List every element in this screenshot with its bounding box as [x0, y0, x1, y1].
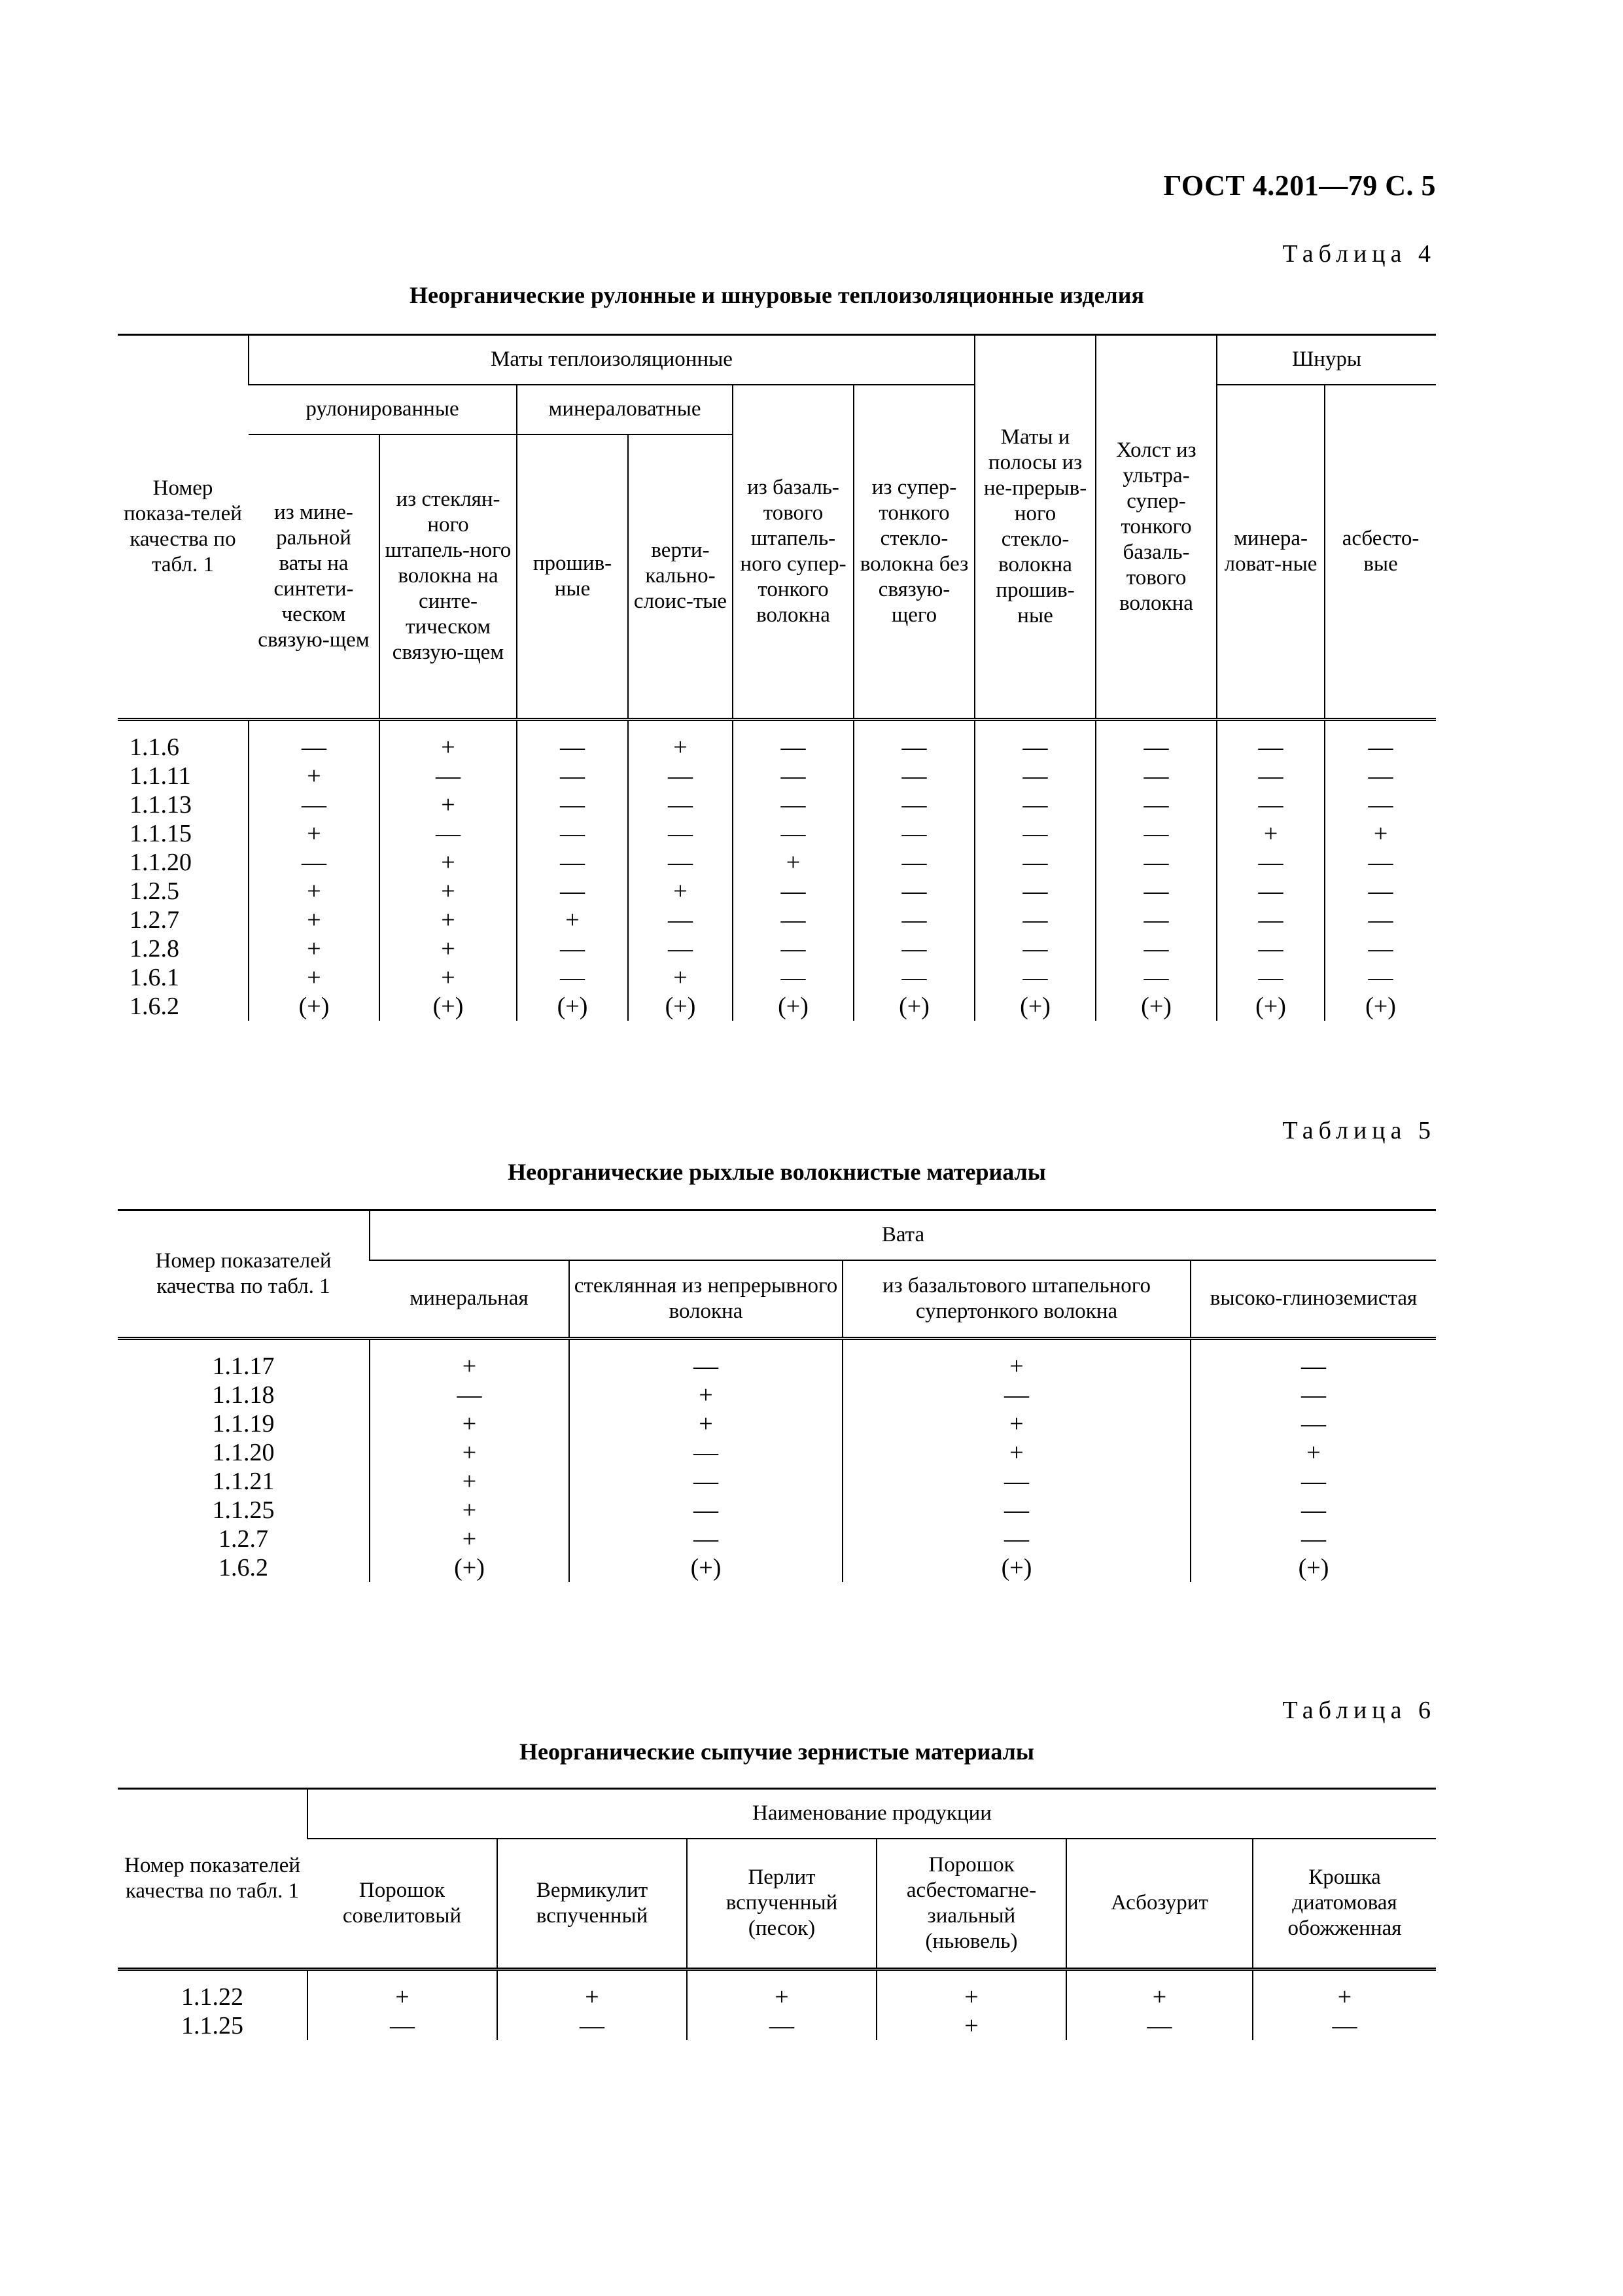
table-row [118, 1496, 1436, 1525]
cell: — [307, 2011, 497, 2040]
table4-col1-header: из мине-ральной ваты на синтети-ческом связую-щем [249, 434, 379, 720]
cell: + [733, 848, 854, 877]
row-id: 1.1.19 [212, 1410, 275, 1438]
cell: — [1191, 1409, 1436, 1438]
table-row [118, 1381, 1436, 1409]
cell: — [854, 934, 975, 963]
cell: — [1191, 1339, 1436, 1381]
table4-col2-header: из стеклян-ного штапель-ного волокна на синте-тическом связую-щем [379, 434, 517, 720]
cell: — [517, 762, 628, 790]
table6-col6-header: Крошка диатомовая обожженная [1253, 1839, 1436, 1969]
cell: — [1096, 877, 1217, 906]
table4-col9-header: минера-ловат-ные [1217, 385, 1325, 720]
cell: — [733, 963, 854, 992]
cell: — [379, 762, 517, 790]
cell: + [307, 1969, 497, 2012]
cell: (+) [854, 992, 975, 1021]
cell: — [1096, 819, 1217, 848]
cell: + [370, 1438, 569, 1467]
cell: — [975, 848, 1096, 877]
cell: (+) [1325, 992, 1436, 1021]
table4-group-mats: Маты теплоизоляционные [249, 335, 975, 385]
row-id: 1.6.1 [130, 964, 179, 991]
table-row [118, 720, 1436, 762]
cell: + [843, 1438, 1191, 1467]
cell: (+) [379, 992, 517, 1021]
cell: + [249, 762, 379, 790]
cell: — [249, 790, 379, 819]
cell: — [249, 848, 379, 877]
cell: — [517, 848, 628, 877]
row-id: 1.1.13 [130, 791, 192, 819]
table-row [118, 877, 1436, 906]
cell: + [370, 1339, 569, 1381]
cell: — [1325, 877, 1436, 906]
cell: — [733, 790, 854, 819]
cell: + [249, 963, 379, 992]
cell: — [1096, 762, 1217, 790]
cell: — [379, 819, 517, 848]
cell: — [569, 1496, 843, 1525]
row-id: 1.1.20 [130, 849, 192, 876]
cell: — [1325, 762, 1436, 790]
cell: — [569, 1438, 843, 1467]
cell: — [517, 819, 628, 848]
row-id: 1.1.15 [130, 820, 192, 847]
cell: (+) [628, 992, 733, 1021]
cell: — [1217, 848, 1325, 877]
cell: (+) [843, 1553, 1191, 1582]
cell: (+) [975, 992, 1096, 1021]
cell: + [379, 963, 517, 992]
cell: — [1191, 1467, 1436, 1496]
cell: — [370, 1381, 569, 1409]
cell: — [854, 762, 975, 790]
cell: + [843, 1409, 1191, 1438]
row-id: 1.1.18 [212, 1381, 275, 1409]
cell: — [854, 848, 975, 877]
cell: — [1325, 720, 1436, 762]
cell: (+) [569, 1553, 843, 1582]
cell: (+) [733, 992, 854, 1021]
cell: — [1325, 963, 1436, 992]
table6-group: Наименование продукции [307, 1789, 1436, 1839]
cell: + [569, 1409, 843, 1438]
page-header: ГОСТ 4.201—79 С. 5 [1163, 169, 1436, 202]
cell: — [497, 2011, 687, 2040]
cell: — [517, 790, 628, 819]
cell: — [517, 720, 628, 762]
cell: + [569, 1381, 843, 1409]
cell: + [379, 906, 517, 934]
cell: — [1191, 1525, 1436, 1553]
table6-col4-header: Порошок асбестомагне-зиальный (ньювель) [877, 1839, 1066, 1969]
cell: — [843, 1525, 1191, 1553]
cell: — [517, 877, 628, 906]
cell: — [628, 790, 733, 819]
cell: — [975, 963, 1096, 992]
cell: — [975, 819, 1096, 848]
table-row [118, 1969, 1436, 2012]
cell: — [1217, 934, 1325, 963]
row-id: 1.1.25 [181, 2012, 243, 2040]
row-id: 1.1.11 [130, 762, 191, 790]
cell: — [1325, 848, 1436, 877]
table4 [118, 334, 1436, 1021]
table5-group: Вата [370, 1210, 1436, 1260]
table4-title: Неорганические рулонные и шнуровые теплоизоляционные изделия [410, 282, 1144, 308]
table-row [118, 819, 1436, 848]
cell: + [628, 720, 733, 762]
table4-col7-header: Маты и полосы из не-прерыв-ного стекло-волокна прошив-ные [975, 335, 1096, 720]
table4-col3-header: прошив-ные [517, 434, 628, 720]
cell: — [975, 877, 1096, 906]
table4-col4-header: верти-кально-слоис-тые [628, 434, 733, 720]
cell: + [1066, 1969, 1253, 2012]
cell: — [517, 963, 628, 992]
cell: — [1096, 790, 1217, 819]
cell: — [1096, 934, 1217, 963]
table4-row-header: Номер показа-телей качества по табл. 1 [118, 335, 249, 720]
cell: — [1096, 848, 1217, 877]
cell: — [733, 877, 854, 906]
row-id: 1.1.6 [130, 733, 179, 761]
cell: (+) [370, 1553, 569, 1582]
cell: — [854, 819, 975, 848]
table4-col6-header: из супер-тонкого стекло-волокна без связую-щего [854, 385, 975, 720]
table5 [118, 1209, 1436, 1582]
cell: (+) [517, 992, 628, 1021]
cell: — [733, 819, 854, 848]
table-row [118, 906, 1436, 934]
table5-label: Таблица 5 [1282, 1117, 1436, 1144]
table-row [118, 2011, 1436, 2040]
table6 [118, 1788, 1436, 2040]
table-row [118, 1409, 1436, 1438]
table-row [118, 963, 1436, 992]
cell: — [569, 1525, 843, 1553]
table-row [118, 1553, 1436, 1582]
table4-col10-header: асбесто-вые [1325, 385, 1436, 720]
cell: + [877, 2011, 1066, 2040]
cell: — [628, 819, 733, 848]
table6-label: Таблица 6 [1282, 1697, 1436, 1724]
cell: — [628, 848, 733, 877]
cell: — [1191, 1496, 1436, 1525]
row-id: 1.1.20 [212, 1439, 275, 1466]
cell: — [628, 934, 733, 963]
cell: — [854, 906, 975, 934]
cell: + [628, 963, 733, 992]
table6-col5-header: Асбозурит [1066, 1839, 1253, 1969]
table4-group-cords: Шнуры [1217, 335, 1436, 385]
cell: — [1325, 906, 1436, 934]
cell: + [877, 1969, 1066, 2012]
cell: + [379, 790, 517, 819]
table4-col5-header: из базаль-тового штапель-ного супер-тонкого волокна [733, 385, 854, 720]
table6-col1-header: Порошок совелитовый [307, 1839, 497, 1969]
cell: + [1191, 1438, 1436, 1467]
table-row [118, 790, 1436, 819]
table6-col3-header: Перлит вспученный (песок) [687, 1839, 877, 1969]
table-row [118, 992, 1436, 1021]
cell: — [1217, 762, 1325, 790]
cell: + [843, 1339, 1191, 1381]
table-row [118, 762, 1436, 790]
row-id: 1.2.8 [130, 935, 179, 963]
cell: + [1253, 1969, 1436, 2012]
cell: — [975, 906, 1096, 934]
row-id: 1.6.2 [218, 1554, 268, 1581]
table-row [118, 1467, 1436, 1496]
row-id: 1.6.2 [130, 993, 179, 1020]
cell: + [370, 1409, 569, 1438]
cell: + [249, 819, 379, 848]
cell: — [628, 762, 733, 790]
cell: — [1096, 963, 1217, 992]
cell: — [517, 934, 628, 963]
cell: — [854, 790, 975, 819]
cell: — [1325, 790, 1436, 819]
row-id: 1.1.17 [212, 1352, 275, 1380]
cell: + [379, 877, 517, 906]
cell: — [687, 2011, 877, 2040]
cell: — [1253, 2011, 1436, 2040]
cell: — [1066, 2011, 1253, 2040]
cell: (+) [1191, 1553, 1436, 1582]
cell: — [733, 762, 854, 790]
row-id: 1.2.5 [130, 877, 179, 905]
cell: — [975, 762, 1096, 790]
table4-group-rolled: рулонированные [249, 385, 517, 434]
table5-row-header: Номер показателей качества по табл. 1 [118, 1210, 370, 1339]
cell: + [249, 906, 379, 934]
table-row [118, 1339, 1436, 1381]
row-id: 1.2.7 [218, 1525, 268, 1553]
cell: + [1217, 819, 1325, 848]
cell: + [687, 1969, 877, 2012]
cell: — [569, 1467, 843, 1496]
cell: — [1096, 720, 1217, 762]
table5-col1-header: минеральная [370, 1260, 569, 1339]
cell: + [517, 906, 628, 934]
table-row [118, 1525, 1436, 1553]
cell: — [975, 720, 1096, 762]
cell: + [379, 934, 517, 963]
cell: + [1325, 819, 1436, 848]
cell: — [1217, 963, 1325, 992]
cell: — [1096, 906, 1217, 934]
cell: — [628, 906, 733, 934]
cell: — [1217, 906, 1325, 934]
table-row [118, 848, 1436, 877]
cell: + [370, 1496, 569, 1525]
cell: — [975, 934, 1096, 963]
table6-col2-header: Вермикулит вспученный [497, 1839, 687, 1969]
table5-col2-header: стеклянная из непрерывного волокна [569, 1260, 843, 1339]
cell: — [975, 790, 1096, 819]
table6-title: Неорганические сыпучие зернистые материалы [519, 1739, 1034, 1765]
cell: — [854, 877, 975, 906]
table5-col4-header: высоко-глиноземистая [1191, 1260, 1436, 1339]
cell: — [843, 1381, 1191, 1409]
cell: — [1217, 790, 1325, 819]
row-id: 1.1.22 [181, 1983, 243, 2011]
cell: + [379, 848, 517, 877]
cell: — [249, 720, 379, 762]
table4-col8-header: Холст из ультра-супер-тонкого базаль-тового волокна [1096, 335, 1217, 720]
cell: + [497, 1969, 687, 2012]
row-id: 1.1.25 [212, 1496, 275, 1524]
table5-col3-header: из базальтового штапельного супертонкого волокна [843, 1260, 1191, 1339]
cell: (+) [1217, 992, 1325, 1021]
table5-title: Неорганические рыхлые волокнистые материалы [508, 1159, 1046, 1185]
cell: + [370, 1525, 569, 1553]
cell: — [1217, 720, 1325, 762]
cell: — [733, 720, 854, 762]
cell: (+) [249, 992, 379, 1021]
cell: + [249, 877, 379, 906]
cell: — [1217, 877, 1325, 906]
cell: — [843, 1467, 1191, 1496]
cell: — [569, 1339, 843, 1381]
cell: + [249, 934, 379, 963]
cell: (+) [1096, 992, 1217, 1021]
cell: + [379, 720, 517, 762]
table6-row-header: Номер показателей качества по табл. 1 [118, 1789, 307, 1969]
cell: — [843, 1496, 1191, 1525]
cell: — [733, 906, 854, 934]
cell: — [854, 963, 975, 992]
row-id: 1.2.7 [130, 906, 179, 934]
table4-label: Таблица 4 [1282, 240, 1436, 268]
table-row [118, 1438, 1436, 1467]
cell: — [1325, 934, 1436, 963]
cell: + [628, 877, 733, 906]
row-id: 1.1.21 [212, 1468, 275, 1495]
cell: + [370, 1467, 569, 1496]
cell: — [1191, 1381, 1436, 1409]
table4-group-mineral: минераловатные [517, 385, 733, 434]
cell: — [854, 720, 975, 762]
cell: — [733, 934, 854, 963]
table-row [118, 934, 1436, 963]
